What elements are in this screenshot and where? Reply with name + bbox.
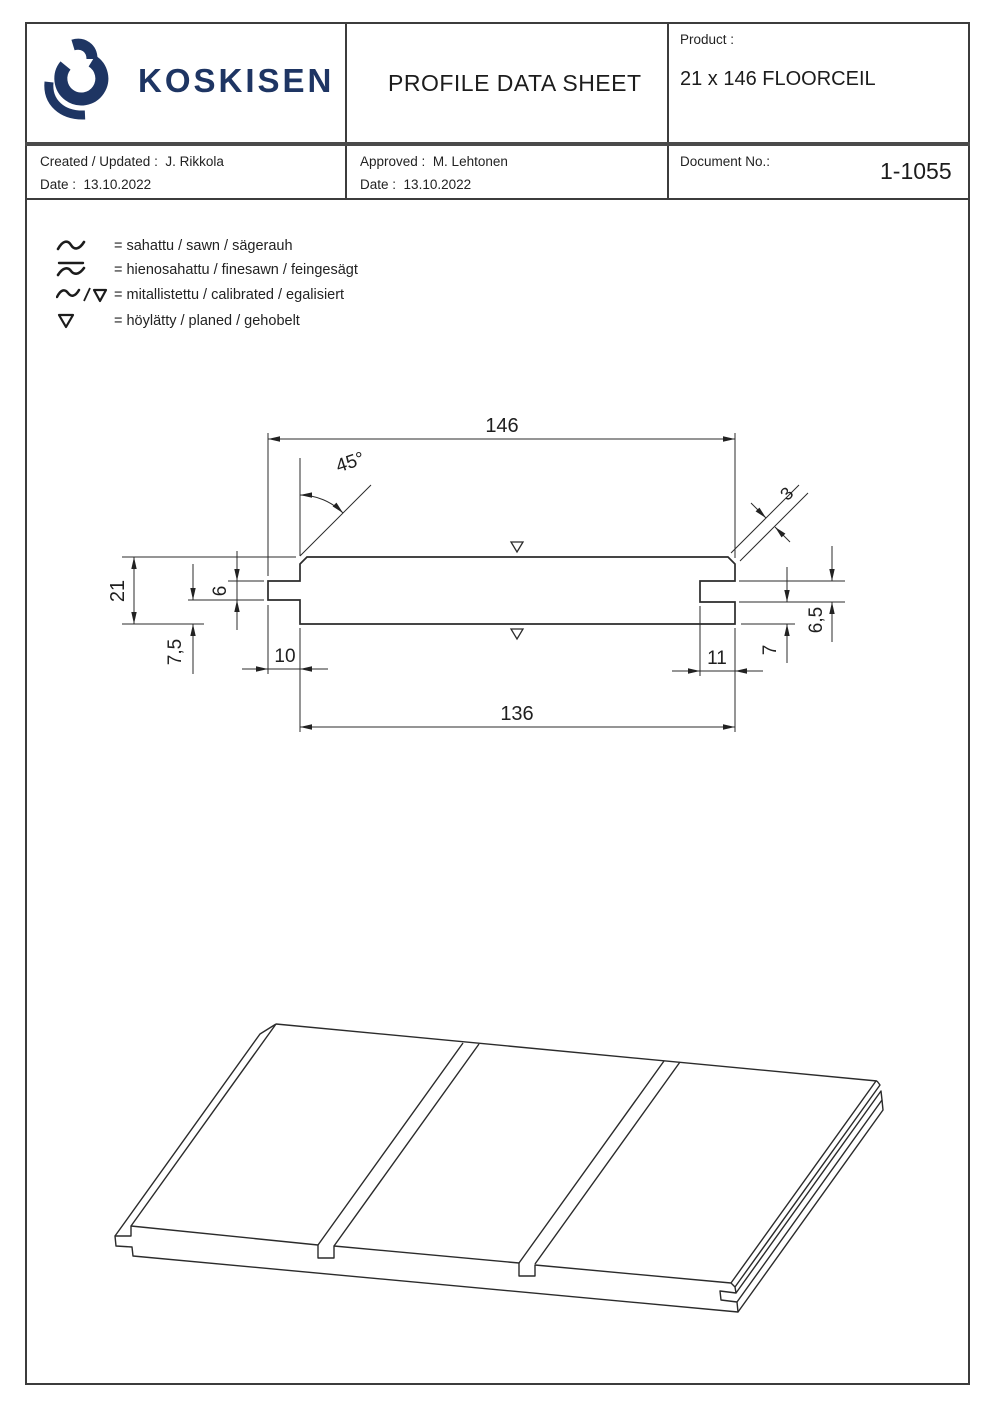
planed-mark-top-icon	[511, 542, 523, 552]
dim-overall-width: 146	[485, 415, 519, 437]
product-label: Product :	[680, 32, 735, 47]
dimension-labels	[107, 415, 827, 725]
document-no-label: Document No.:	[680, 154, 771, 169]
isometric-front-profile	[115, 1226, 738, 1312]
product-value: 21 x 146 FLOORCEIL	[680, 68, 876, 90]
cross-section-drawing	[107, 415, 845, 732]
dimension-lines	[134, 439, 832, 727]
legend-label: = mitallistettu / calibrated / egalisiert	[114, 287, 345, 303]
created-date-value: 13.10.2022	[83, 177, 152, 192]
created-date-label: Date :	[40, 177, 77, 192]
dim-cover-width: 136	[500, 703, 534, 725]
dim-tongue-length: 10	[274, 646, 296, 667]
approved-value: M. Lehtonen	[432, 154, 508, 169]
brand-text: KOSKISEN	[138, 62, 335, 99]
dim-groove-depth: 11	[707, 648, 727, 669]
dim-bottom-lip: 7	[760, 644, 781, 656]
planed-mark-bottom-icon	[511, 629, 523, 639]
document-no-value: 1-1055	[880, 158, 952, 184]
approved-date-label: Date :	[360, 177, 397, 192]
dim-thickness: 21	[107, 579, 129, 603]
dim-groove-width: 6,5	[806, 606, 827, 634]
profile-outline	[268, 557, 735, 624]
extension-lines	[122, 433, 845, 732]
legend-label: = hienosahattu / finesawn / feingesägt	[114, 262, 358, 278]
dim-chamfer-size: 3	[776, 483, 798, 505]
dim-tongue-bottom-offset: 7,5	[165, 638, 186, 666]
approved-date-value: 13.10.2022	[403, 177, 472, 192]
approved-label: Approved :	[360, 154, 426, 169]
created-label: Created / Updated :	[40, 154, 158, 169]
legend-label: = sahattu / sawn / sägerauh	[114, 238, 293, 254]
created-value: J. Rikkola	[165, 154, 224, 169]
isometric-view-drawing	[115, 1024, 883, 1312]
dim-tongue-thickness: 6	[210, 585, 231, 597]
page-title: PROFILE DATA SHEET	[388, 70, 642, 96]
legend-label: = höylätty / planed / gehobelt	[114, 313, 300, 329]
dim-chamfer-angle: 45°	[333, 448, 368, 478]
